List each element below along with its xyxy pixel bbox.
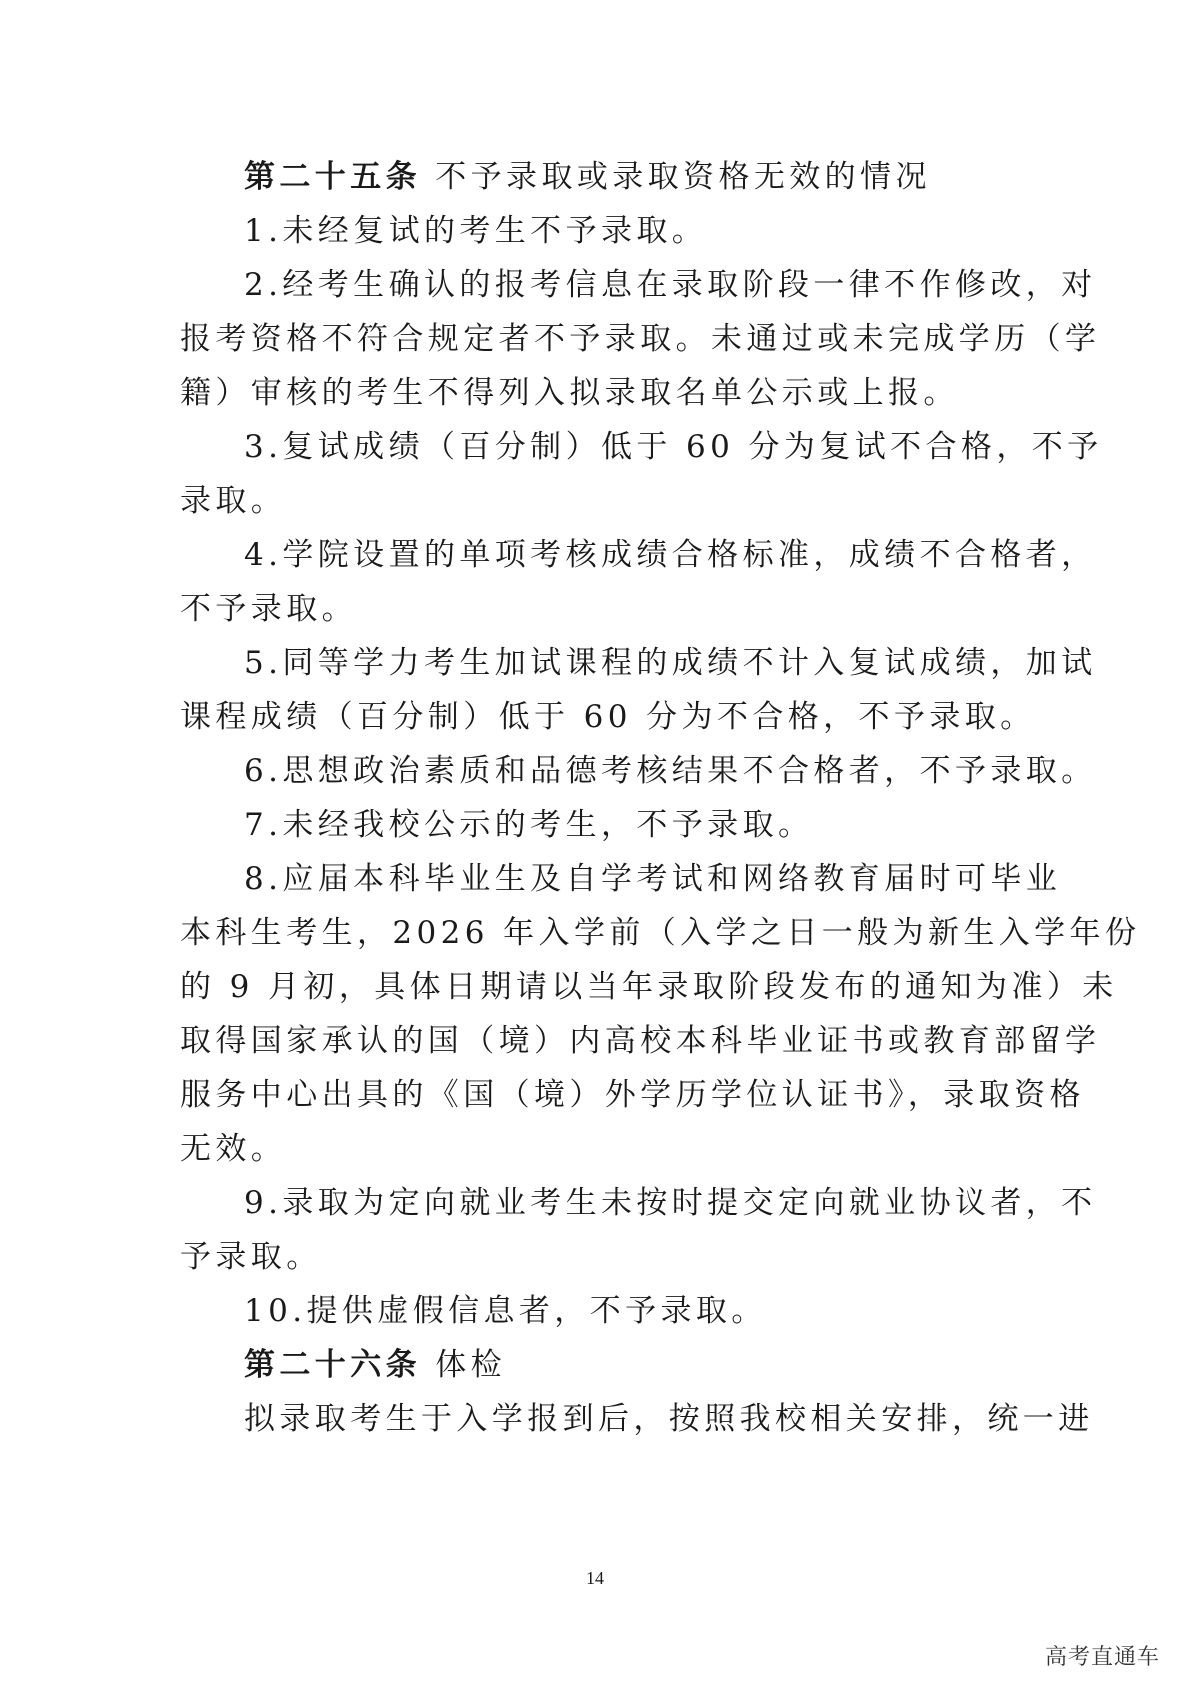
article-25-title: 不予录取或录取资格无效的情况 [421, 159, 931, 195]
paragraph-line: 5.同等学力考生加试课程的成绩不计入复试成绩，加试 [244, 645, 1097, 681]
paragraph-line: 6.思想政治素质和品德考核结果不合格者，不予录取。 [244, 753, 1097, 789]
watermark-text: 高考直通车 [1044, 1645, 1160, 1670]
paragraph-line: 7.未经我校公示的考生，不予录取。 [244, 807, 814, 843]
article-25-number: 第二十五条 [244, 159, 421, 195]
paragraph-line: 9.录取为定向就业考生未按时提交定向就业协议者，不 [244, 1185, 1097, 1221]
paragraph-line: 1.未经复试的考生不予录取。 [244, 213, 708, 249]
article-26-title: 体检 [421, 1347, 507, 1383]
paragraph-line: 4.学院设置的单项考核成绩合格标准，成绩不合格者， [244, 537, 1097, 573]
paragraph-line: 2.经考生确认的报考信息在录取阶段一律不作修改，对 [244, 267, 1097, 303]
paragraph-line: 的 9 月初，具体日期请以当年录取阶段发布的通知为准）未 [180, 969, 1118, 1005]
paragraph-line: 录取。 [180, 483, 287, 519]
paragraph-line: 拟录取考生于入学报到后，按照我校相关安排，统一进 [244, 1401, 1094, 1437]
page-content [180, 150, 1141, 1446]
paragraph-line: 服务中心出具的《国（境）外学历学位认证书》，录取资格 [180, 1077, 1085, 1113]
paragraph-line: 无效。 [180, 1131, 287, 1167]
paragraph-line: 予录取。 [180, 1239, 322, 1275]
paragraph-line: 8.应届本科毕业生及自学考试和网络教育届时可毕业 [244, 861, 1062, 897]
paragraph-line: 10.提供虚假信息者，不予录取。 [244, 1293, 767, 1329]
paragraph-line: 课程成绩（百分制）低于 60 分为不合格，不予录取。 [180, 699, 1036, 735]
paragraph-line: 取得国家承认的国（境）内高校本科毕业证书或教育部留学 [180, 1023, 1101, 1059]
paragraph-line: 本科生考生，2026 年入学前（入学之日一般为新生入学年份 [180, 915, 1141, 951]
paragraph-line: 报考资格不符合规定者不予录取。未通过或未完成学历（学 [180, 321, 1101, 357]
article-26-number: 第二十六条 [244, 1347, 421, 1383]
paragraph-line: 籍）审核的考生不得列入拟录取名单公示或上报。 [180, 375, 959, 411]
paragraph-line: 不予录取。 [180, 591, 357, 627]
article-26-heading [180, 1338, 1020, 1392]
page-number: 14 [586, 1568, 604, 1588]
paragraph-line: 3.复试成绩（百分制）低于 60 分为复试不合格，不予 [244, 429, 1103, 465]
article-25-heading [180, 150, 1020, 204]
